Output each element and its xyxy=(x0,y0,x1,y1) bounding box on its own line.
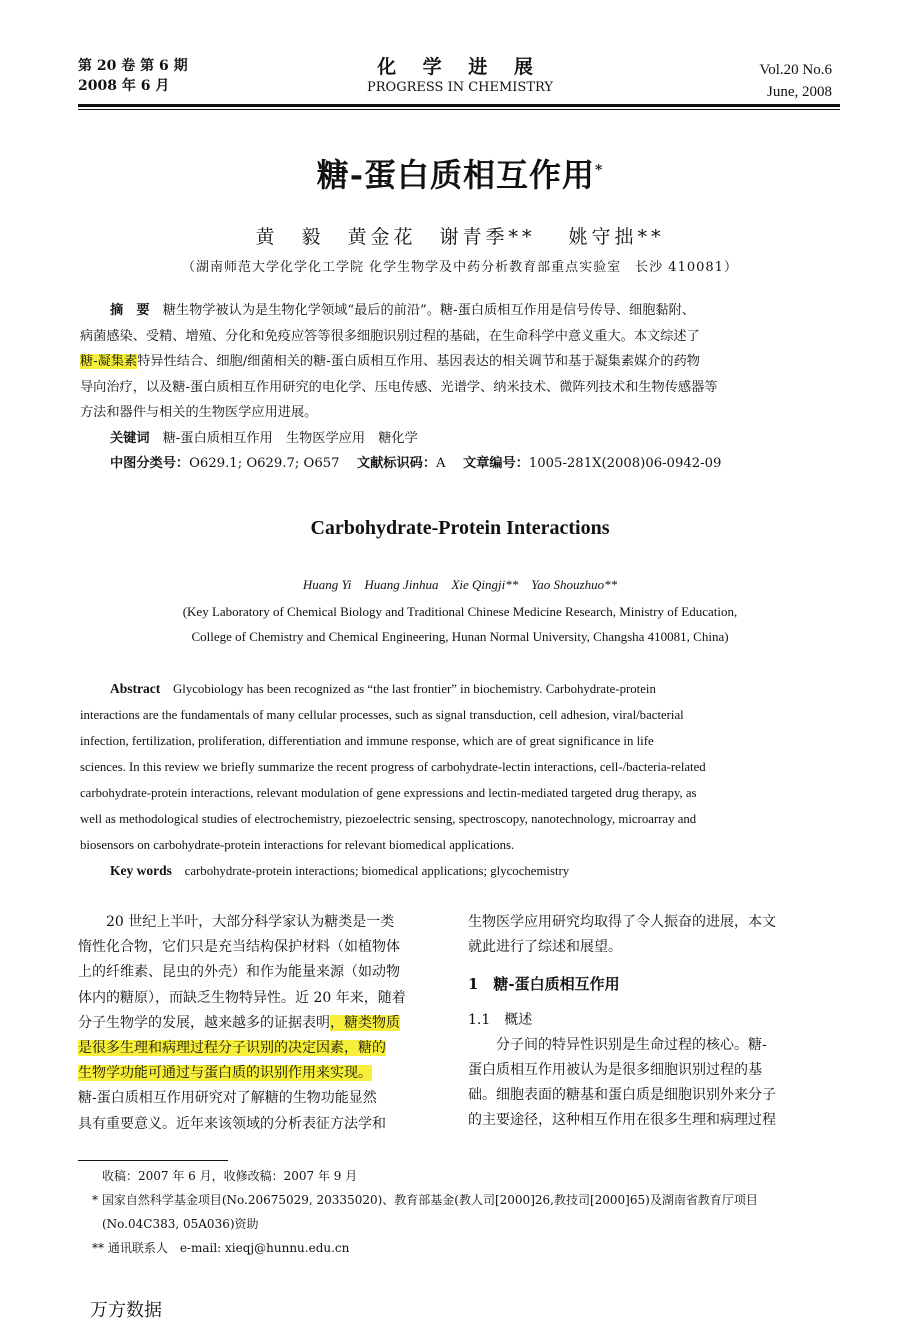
journal-name-cn: 化 学 进 展 xyxy=(377,56,543,78)
body-line xyxy=(78,1036,440,1061)
footnotes xyxy=(92,1164,842,1260)
footnote-fund-cont: (No.04C383, 05A036)资助 xyxy=(102,1217,259,1231)
volume-issue: 第 20 卷 第 6 期 xyxy=(78,58,188,74)
abstract-en-line: Abstract Glycobiology has been recognized as “the last frontier” in biochemistry. Carbohydrate-protein xyxy=(110,681,656,696)
body-line: 分子生物学的发展，越来越多的证据表明，糖类物质 xyxy=(78,1014,400,1031)
body-line: 就此进行了综述和展望。 xyxy=(468,939,622,956)
abstract-en-label: Abstract xyxy=(110,681,161,696)
body-line xyxy=(78,1061,440,1086)
abstract-en-line: infection, fertilization, proliferation, differentiation and immune response, which are of great significance in life xyxy=(80,734,654,748)
footnote-contact: ** 通讯联系人 e-mail: xieqj@hunnu.edu.cn xyxy=(92,1241,350,1255)
body-line: 具有重要意义。近年来该领域的分析表征方法学和 xyxy=(78,1115,386,1132)
highlight: ，糖类物质 xyxy=(330,1014,400,1031)
body-line: 础。细胞表面的糖基和蛋白质是细胞识别外来分子 xyxy=(468,1087,776,1104)
issue-date-cn: 2008 年 6 月 xyxy=(78,78,170,94)
keywords-en-label: Key words xyxy=(110,863,172,878)
body-line: 蛋白质相互作用被认为是很多细胞识别过程的基 xyxy=(468,1062,762,1079)
abstract-en-line: well as methodological studies of electrochemistry, piezoelectric sensing, spectroscopy, nanotechnology, microarray and xyxy=(80,812,697,826)
keywords-en: Key words carbohydrate-protein interactions; biomedical applications; glycochemistry xyxy=(110,863,570,878)
body-line: 体内的糖原），而缺乏生物特异性。近 20 年来，随着 xyxy=(78,989,406,1006)
body-right-column xyxy=(468,910,832,1134)
body-line: 惰性化合物，它们只是充当结构保护材料（如植物体 xyxy=(78,939,400,956)
body-line: 分子间的特异性识别是生命过程的核心。糖- xyxy=(496,1036,767,1053)
body-line: 上的纤维素、昆虫的外壳）和作为能量来源（如动物 xyxy=(78,964,400,981)
abstract-en-line: sciences. In this review we briefly summarize the recent progress of carbohydrate-lectin interactions, cell-/bacteria-related xyxy=(80,760,706,774)
abstract-cn-line: 方法和器件与相关的生物医学应用进展。 xyxy=(80,405,318,420)
journal-name-en: PROGRESS IN CHEMISTRY xyxy=(367,80,553,95)
title-cn-text: 糖-蛋白质相互作用 xyxy=(316,156,595,194)
body-line: 20 世纪上半叶，大部分科学家认为糖类是一类 xyxy=(106,914,395,930)
highlight: 是很多生理和病理过程分子识别的决定因素，糖的 xyxy=(78,1040,386,1057)
header-rule-thin xyxy=(78,109,840,110)
classification-line: 中图分类号：O629.1; O629.7; O657 文献标识码：A 文章编号：1005-281X(2008)06-0942-09 xyxy=(110,456,722,471)
footnote-received: 收稿：2007 年 6 月，收修改稿：2007 年 9 月 xyxy=(102,1169,358,1183)
subsection-heading: 1.1 概述 xyxy=(468,1011,533,1028)
footnote-fund: * 国家自然科学基金项目(No.20675029, 20335020)、教育部基金(教人司[2000]26,教技司[2000]65)及湖南省教育厅项目 xyxy=(92,1193,758,1207)
keywords-cn-label: 关键词 xyxy=(110,430,150,446)
affiliation-en: (Key Laboratory of Chemical Biology and Traditional Chinese Medicine Research, Ministry of Education, College of Chemistry and Chemical Engineering, Hunan Normal University, Changsha 410081, China) xyxy=(182,604,738,644)
body-line: 的主要途径，这种相互作用在很多生理和病理过程 xyxy=(468,1112,776,1129)
authors-cn: 黄 毅 黄金花 谢青季** 姚守拙** xyxy=(255,226,665,248)
abstract-en-line: carbohydrate-protein interactions, relevant modulation of gene expressions and lectin-mediated targeted drug therapy, as xyxy=(80,786,697,800)
affiliation-cn: （湖南师范大学化学化工学院 化学生物学及中药分析教育部重点实验室 长沙 410081） xyxy=(182,260,738,275)
abstract-cn xyxy=(80,298,840,477)
body-left-column xyxy=(78,910,440,1137)
abstract-cn-line: 摘 要 糖生物学被认为是生物化学领域“最后的前沿”。糖-蛋白质相互作用是信号传导、细胞黏附、 xyxy=(110,303,695,318)
abstract-cn-line: 导向治疗，以及糖-蛋白质相互作用研究的电化学、压电传感、光谱学、纳米技术、微阵列技术和生物传感器等 xyxy=(80,379,718,395)
footnote-rule xyxy=(78,1160,228,1161)
volume-en: Vol.20 No.6 xyxy=(759,62,832,78)
abstract-cn-line: 糖-凝集素特异性结合、细胞/细菌相关的糖-蛋白质相互作用、基因表达的相关调节和基于凝集素媒介的药物 xyxy=(80,354,700,369)
body-line: 生物医学应用研究均取得了令人振奋的进展，本文 xyxy=(468,914,776,930)
section-heading: 1 糖-蛋白质相互作用 xyxy=(468,975,620,994)
abstract-cn-label: 摘 要 xyxy=(110,303,150,318)
page-title-en: Carbohydrate-Protein Interactions xyxy=(310,517,610,539)
body-line: 糖-蛋白质相互作用研究对了解糖的生物功能显然 xyxy=(78,1090,377,1107)
abstract-en-line: biosensors on carbohydrate-protein interactions for relevant biomedical applications. xyxy=(80,838,515,852)
header-rule-thick xyxy=(78,104,840,107)
abstract-cn-line: 病菌感染、受精、增殖、分化和免疫应答等很多细胞识别过程的基础，在生命科学中意义重大。本文综述了 xyxy=(80,328,700,344)
page-title-cn xyxy=(0,150,920,196)
watermark: 万方数据 xyxy=(90,1300,162,1321)
abstract-en-line: interactions are the fundamentals of many cellular processes, such as signal transduction, cell adhesion, viral/bacterial xyxy=(80,708,684,722)
highlight: 生物学功能可通过与蛋白质的识别作用来实现。 xyxy=(78,1065,372,1082)
abstract-en xyxy=(80,676,834,884)
highlight: 糖-凝集素 xyxy=(80,354,138,369)
title-cn-mark: * xyxy=(594,162,604,179)
date-en: June, 2008 xyxy=(767,84,832,100)
authors-en: Huang Yi Huang Jinhua Xie Qingji** Yao Shouzhuo** xyxy=(302,577,618,592)
keywords-cn: 关键词 糖-蛋白质相互作用 生物医学应用 糖化学 xyxy=(110,430,418,446)
